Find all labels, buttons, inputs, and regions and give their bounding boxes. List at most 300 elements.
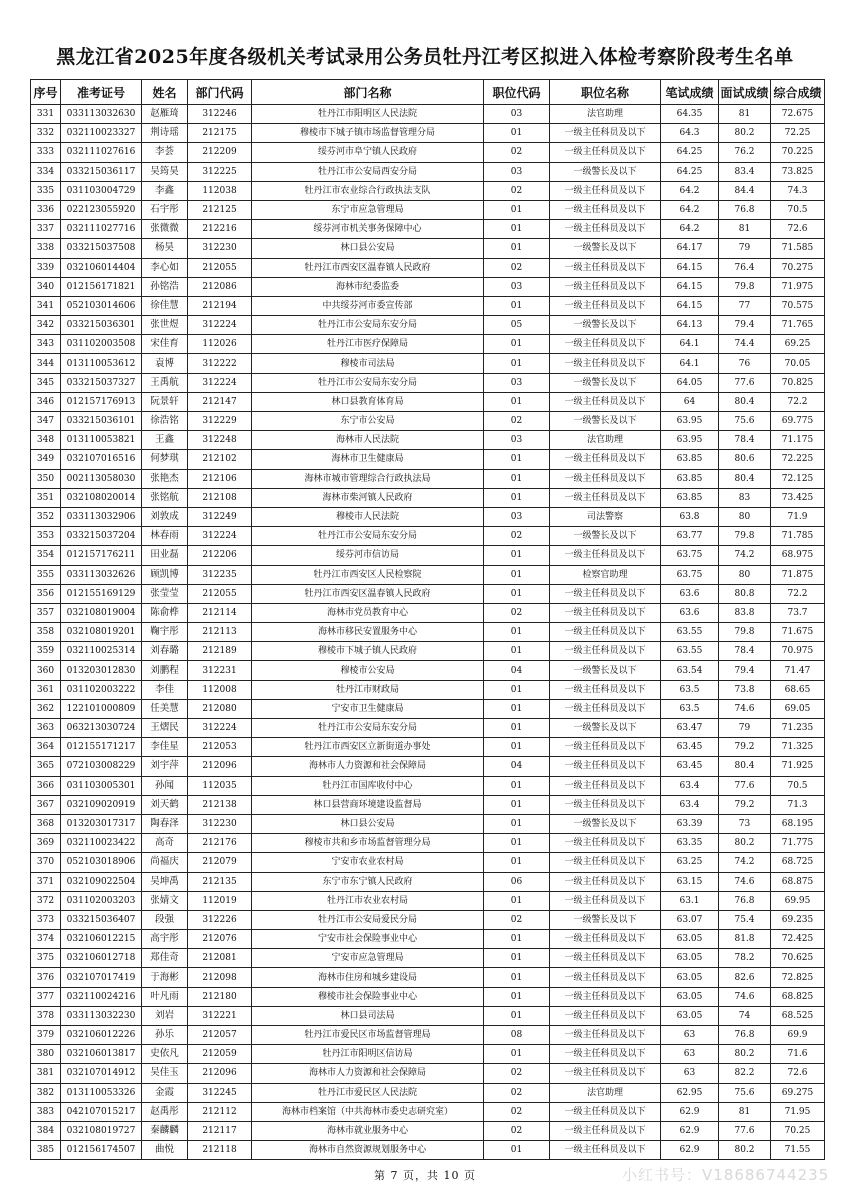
table-row bbox=[31, 834, 825, 853]
exam-id-cell: 012155169129 bbox=[61, 584, 142, 603]
interview-score-cell: 81 bbox=[719, 105, 771, 124]
total-score-cell: 69.95 bbox=[771, 891, 825, 910]
written-score-cell: 62.9 bbox=[661, 1121, 719, 1140]
exam-id-cell: 013110053612 bbox=[61, 354, 142, 373]
total-score-cell: 73.825 bbox=[771, 162, 825, 181]
index-cell: 344 bbox=[31, 354, 61, 373]
index-cell: 334 bbox=[31, 162, 61, 181]
header-col-written-score: 笔试成绩 bbox=[661, 80, 719, 105]
name-cell: 李荟 bbox=[142, 143, 188, 162]
interview-score-cell: 78.2 bbox=[719, 949, 771, 968]
position-code-cell: 01 bbox=[484, 354, 550, 373]
exam-id-cell: 033215037327 bbox=[61, 373, 142, 392]
table-row bbox=[31, 795, 825, 814]
interview-score-cell: 80.4 bbox=[719, 392, 771, 411]
name-cell: 高宇彤 bbox=[142, 930, 188, 949]
name-cell: 孙闻 bbox=[142, 776, 188, 795]
total-score-cell: 71.785 bbox=[771, 527, 825, 546]
exam-id-cell: 032106012226 bbox=[61, 1026, 142, 1045]
header-col-dept-code: 部门代码 bbox=[188, 80, 252, 105]
exam-id-cell: 031102003508 bbox=[61, 335, 142, 354]
position-code-cell: 01 bbox=[484, 968, 550, 987]
written-score-cell: 63.05 bbox=[661, 1006, 719, 1025]
interview-score-cell: 80 bbox=[719, 565, 771, 584]
table-row bbox=[31, 220, 825, 239]
name-cell: 段强 bbox=[142, 910, 188, 929]
total-score-cell: 68.875 bbox=[771, 872, 825, 891]
exam-id-cell: 063213030724 bbox=[61, 719, 142, 738]
position-code-cell: 03 bbox=[484, 373, 550, 392]
written-score-cell: 63 bbox=[661, 1045, 719, 1064]
written-score-cell: 63.85 bbox=[661, 450, 719, 469]
table-row bbox=[31, 105, 825, 124]
interview-score-cell: 80.2 bbox=[719, 834, 771, 853]
position-code-cell: 01 bbox=[484, 335, 550, 354]
written-score-cell: 63.8 bbox=[661, 507, 719, 526]
interview-score-cell: 80.4 bbox=[719, 469, 771, 488]
total-score-cell: 69.775 bbox=[771, 412, 825, 431]
position-code-cell: 02 bbox=[484, 258, 550, 277]
dept-code-cell: 212189 bbox=[188, 642, 252, 661]
position-name-cell: 一级主任科员及以下 bbox=[550, 124, 661, 143]
position-code-cell: 08 bbox=[484, 1026, 550, 1045]
dept-code-cell: 112008 bbox=[188, 680, 252, 699]
exam-id-cell: 032110023422 bbox=[61, 834, 142, 853]
table-row bbox=[31, 910, 825, 929]
index-cell: 343 bbox=[31, 335, 61, 354]
exam-id-cell: 002113058030 bbox=[61, 469, 142, 488]
dept-name-cell: 海林市卫生健康局 bbox=[252, 450, 484, 469]
dept-code-cell: 312230 bbox=[188, 814, 252, 833]
exam-id-cell: 013110053821 bbox=[61, 431, 142, 450]
exam-id-cell: 032106012718 bbox=[61, 949, 142, 968]
total-score-cell: 72.225 bbox=[771, 450, 825, 469]
table-row bbox=[31, 776, 825, 795]
position-code-cell: 01 bbox=[484, 738, 550, 757]
position-name-cell: 一级主任科员及以下 bbox=[550, 968, 661, 987]
dept-name-cell: 穆棱市社会保险事业中心 bbox=[252, 987, 484, 1006]
table-row bbox=[31, 316, 825, 335]
interview-score-cell: 78.4 bbox=[719, 642, 771, 661]
exam-id-cell: 032109022504 bbox=[61, 872, 142, 891]
table-row bbox=[31, 814, 825, 833]
dept-code-cell: 212096 bbox=[188, 757, 252, 776]
name-cell: 刘春璐 bbox=[142, 642, 188, 661]
interview-score-cell: 83.4 bbox=[719, 162, 771, 181]
interview-score-cell: 79 bbox=[719, 719, 771, 738]
dept-code-cell: 212055 bbox=[188, 584, 252, 603]
position-name-cell: 法官助理 bbox=[550, 105, 661, 124]
name-cell: 金霞 bbox=[142, 1083, 188, 1102]
dept-name-cell: 海林市人民法院 bbox=[252, 431, 484, 450]
dept-code-cell: 312246 bbox=[188, 105, 252, 124]
position-name-cell: 法官助理 bbox=[550, 1083, 661, 1102]
position-name-cell: 一级主任科员及以下 bbox=[550, 872, 661, 891]
interview-score-cell: 74 bbox=[719, 1006, 771, 1025]
name-cell: 李鑫 bbox=[142, 181, 188, 200]
dept-name-cell: 牡丹江市公安局东安分局 bbox=[252, 373, 484, 392]
name-cell: 何梦琪 bbox=[142, 450, 188, 469]
position-code-cell: 01 bbox=[484, 930, 550, 949]
written-score-cell: 64.25 bbox=[661, 162, 719, 181]
dept-name-cell: 牡丹江市西安区立新街道办事处 bbox=[252, 738, 484, 757]
index-cell: 338 bbox=[31, 239, 61, 258]
name-cell: 杨昊 bbox=[142, 239, 188, 258]
table-row bbox=[31, 469, 825, 488]
exam-id-cell: 031103005301 bbox=[61, 776, 142, 795]
name-cell: 徐佳慧 bbox=[142, 296, 188, 315]
dept-name-cell: 海林市就业服务中心 bbox=[252, 1121, 484, 1140]
position-code-cell: 01 bbox=[484, 834, 550, 853]
table-row bbox=[31, 603, 825, 622]
total-score-cell: 68.725 bbox=[771, 853, 825, 872]
name-cell: 秦麟麟 bbox=[142, 1121, 188, 1140]
written-score-cell: 63.75 bbox=[661, 546, 719, 565]
index-cell: 372 bbox=[31, 891, 61, 910]
written-score-cell: 63.85 bbox=[661, 469, 719, 488]
interview-score-cell: 80.2 bbox=[719, 1141, 771, 1160]
dept-code-cell: 212096 bbox=[188, 1064, 252, 1083]
position-name-cell: 一级警长及以下 bbox=[550, 373, 661, 392]
table-row bbox=[31, 949, 825, 968]
interview-score-cell: 76 bbox=[719, 354, 771, 373]
table-row bbox=[31, 680, 825, 699]
name-cell: 刘鹏程 bbox=[142, 661, 188, 680]
position-name-cell: 一级主任科员及以下 bbox=[550, 220, 661, 239]
table-row bbox=[31, 757, 825, 776]
interview-score-cell: 82.2 bbox=[719, 1064, 771, 1083]
position-name-cell: 一级主任科员及以下 bbox=[550, 949, 661, 968]
table-row bbox=[31, 565, 825, 584]
written-score-cell: 63.05 bbox=[661, 930, 719, 949]
interview-score-cell: 81 bbox=[719, 220, 771, 239]
dept-name-cell: 海林市档案馆（中共海林市委史志研究室） bbox=[252, 1102, 484, 1121]
table-row bbox=[31, 527, 825, 546]
written-score-cell: 63.4 bbox=[661, 776, 719, 795]
table-row bbox=[31, 296, 825, 315]
dept-code-cell: 312231 bbox=[188, 661, 252, 680]
table-row bbox=[31, 335, 825, 354]
dept-name-cell: 宁安市应急管理局 bbox=[252, 949, 484, 968]
dept-name-cell: 牡丹江市财政局 bbox=[252, 680, 484, 699]
dept-name-cell: 绥芬河市信访局 bbox=[252, 546, 484, 565]
written-score-cell: 63.47 bbox=[661, 719, 719, 738]
total-score-cell: 72.6 bbox=[771, 220, 825, 239]
position-code-cell: 02 bbox=[484, 412, 550, 431]
position-name-cell: 一级警长及以下 bbox=[550, 162, 661, 181]
dept-code-cell: 212055 bbox=[188, 258, 252, 277]
index-cell: 358 bbox=[31, 623, 61, 642]
interview-score-cell: 79.4 bbox=[719, 661, 771, 680]
position-code-cell: 02 bbox=[484, 603, 550, 622]
exam-id-cell: 033215036101 bbox=[61, 412, 142, 431]
dept-code-cell: 312225 bbox=[188, 162, 252, 181]
exam-id-cell: 032106012215 bbox=[61, 930, 142, 949]
index-cell: 382 bbox=[31, 1083, 61, 1102]
total-score-cell: 70.625 bbox=[771, 949, 825, 968]
dept-code-cell: 212125 bbox=[188, 200, 252, 219]
table-row bbox=[31, 1102, 825, 1121]
table-header-row bbox=[31, 80, 825, 105]
header-col-index: 序号 bbox=[31, 80, 61, 105]
written-score-cell: 63.25 bbox=[661, 853, 719, 872]
position-code-cell: 01 bbox=[484, 392, 550, 411]
exam-id-cell: 032110025314 bbox=[61, 642, 142, 661]
dept-code-cell: 212180 bbox=[188, 987, 252, 1006]
position-code-cell: 01 bbox=[484, 891, 550, 910]
exam-id-cell: 012156171821 bbox=[61, 277, 142, 296]
position-code-cell: 01 bbox=[484, 1141, 550, 1160]
total-score-cell: 70.975 bbox=[771, 642, 825, 661]
written-score-cell: 64 bbox=[661, 392, 719, 411]
position-code-cell: 04 bbox=[484, 757, 550, 776]
name-cell: 孙铭浩 bbox=[142, 277, 188, 296]
dept-name-cell: 牡丹江市医疗保障局 bbox=[252, 335, 484, 354]
table-row bbox=[31, 488, 825, 507]
name-cell: 刘宇萍 bbox=[142, 757, 188, 776]
exam-id-cell: 031103004729 bbox=[61, 181, 142, 200]
exam-id-cell: 032111027616 bbox=[61, 143, 142, 162]
dept-name-cell: 牡丹江市国库收付中心 bbox=[252, 776, 484, 795]
total-score-cell: 71.585 bbox=[771, 239, 825, 258]
position-code-cell: 01 bbox=[484, 124, 550, 143]
table-row bbox=[31, 584, 825, 603]
total-score-cell: 71.175 bbox=[771, 431, 825, 450]
written-score-cell: 63.05 bbox=[661, 949, 719, 968]
position-code-cell: 06 bbox=[484, 872, 550, 891]
header-col-total-score: 综合成绩 bbox=[771, 80, 825, 105]
position-name-cell: 一级警长及以下 bbox=[550, 910, 661, 929]
index-cell: 378 bbox=[31, 1006, 61, 1025]
dept-name-cell: 东宁市应急管理局 bbox=[252, 200, 484, 219]
table-row bbox=[31, 623, 825, 642]
written-score-cell: 63.45 bbox=[661, 738, 719, 757]
name-cell: 宋佳育 bbox=[142, 335, 188, 354]
interview-score-cell: 80.6 bbox=[719, 450, 771, 469]
position-code-cell: 02 bbox=[484, 181, 550, 200]
position-code-cell: 01 bbox=[484, 565, 550, 584]
written-score-cell: 63.1 bbox=[661, 891, 719, 910]
dept-code-cell: 212079 bbox=[188, 853, 252, 872]
interview-score-cell: 80.8 bbox=[719, 584, 771, 603]
name-cell: 郑佳奇 bbox=[142, 949, 188, 968]
table-row bbox=[31, 853, 825, 872]
position-code-cell: 01 bbox=[484, 623, 550, 642]
total-score-cell: 72.825 bbox=[771, 968, 825, 987]
dept-name-cell: 牡丹江市公安局东安分局 bbox=[252, 316, 484, 335]
dept-code-cell: 212113 bbox=[188, 623, 252, 642]
interview-score-cell: 76.8 bbox=[719, 200, 771, 219]
index-cell: 355 bbox=[31, 565, 61, 584]
exam-id-cell: 012155171217 bbox=[61, 738, 142, 757]
position-name-cell: 一级主任科员及以下 bbox=[550, 776, 661, 795]
position-name-cell: 一级主任科员及以下 bbox=[550, 1006, 661, 1025]
interview-score-cell: 73 bbox=[719, 814, 771, 833]
position-name-cell: 一级主任科员及以下 bbox=[550, 603, 661, 622]
index-cell: 383 bbox=[31, 1102, 61, 1121]
position-name-cell: 一级主任科员及以下 bbox=[550, 354, 661, 373]
interview-score-cell: 79.4 bbox=[719, 316, 771, 335]
index-cell: 350 bbox=[31, 469, 61, 488]
written-score-cell: 62.9 bbox=[661, 1141, 719, 1160]
position-name-cell: 一级警长及以下 bbox=[550, 661, 661, 680]
name-cell: 鞠宇彤 bbox=[142, 623, 188, 642]
position-code-cell: 03 bbox=[484, 431, 550, 450]
name-cell: 李佳星 bbox=[142, 738, 188, 757]
page-footer: 第 7 页，共 10 页 bbox=[374, 1169, 476, 1182]
dept-code-cell: 312224 bbox=[188, 316, 252, 335]
total-score-cell: 71.55 bbox=[771, 1141, 825, 1160]
written-score-cell: 63 bbox=[661, 1064, 719, 1083]
position-name-cell: 法官助理 bbox=[550, 431, 661, 450]
index-cell: 336 bbox=[31, 200, 61, 219]
name-cell: 阮景轩 bbox=[142, 392, 188, 411]
total-score-cell: 69.275 bbox=[771, 1083, 825, 1102]
total-score-cell: 72.125 bbox=[771, 469, 825, 488]
index-cell: 361 bbox=[31, 680, 61, 699]
interview-score-cell: 75.6 bbox=[719, 1083, 771, 1102]
written-score-cell: 63.95 bbox=[661, 412, 719, 431]
exam-id-cell: 013203012830 bbox=[61, 661, 142, 680]
index-cell: 333 bbox=[31, 143, 61, 162]
dept-name-cell: 林口县公安局 bbox=[252, 814, 484, 833]
dept-name-cell: 海林市人力资源和社会保障局 bbox=[252, 1064, 484, 1083]
position-name-cell: 一级主任科员及以下 bbox=[550, 699, 661, 718]
dept-code-cell: 212108 bbox=[188, 488, 252, 507]
table-row bbox=[31, 200, 825, 219]
position-name-cell: 一级主任科员及以下 bbox=[550, 623, 661, 642]
position-code-cell: 01 bbox=[484, 296, 550, 315]
interview-score-cell: 79.8 bbox=[719, 527, 771, 546]
dept-code-cell: 212135 bbox=[188, 872, 252, 891]
position-name-cell: 一级主任科员及以下 bbox=[550, 200, 661, 219]
written-score-cell: 63.07 bbox=[661, 910, 719, 929]
table-row bbox=[31, 450, 825, 469]
interview-score-cell: 83.8 bbox=[719, 603, 771, 622]
name-cell: 吴坤禹 bbox=[142, 872, 188, 891]
written-score-cell: 64.2 bbox=[661, 220, 719, 239]
name-cell: 张世煜 bbox=[142, 316, 188, 335]
exam-id-cell: 032106013817 bbox=[61, 1045, 142, 1064]
table-row bbox=[31, 642, 825, 661]
table-row bbox=[31, 1045, 825, 1064]
written-score-cell: 64.2 bbox=[661, 200, 719, 219]
dept-code-cell: 212118 bbox=[188, 1141, 252, 1160]
name-cell: 李佳 bbox=[142, 680, 188, 699]
name-cell: 李心如 bbox=[142, 258, 188, 277]
index-cell: 371 bbox=[31, 872, 61, 891]
header-col-dept-name: 部门名称 bbox=[252, 80, 484, 105]
dept-name-cell: 海林市党员教育中心 bbox=[252, 603, 484, 622]
interview-score-cell: 79.8 bbox=[719, 277, 771, 296]
position-name-cell: 一级警长及以下 bbox=[550, 719, 661, 738]
written-score-cell: 64.05 bbox=[661, 373, 719, 392]
position-code-cell: 01 bbox=[484, 719, 550, 738]
dept-name-cell: 海林市自然资源规划服务中心 bbox=[252, 1141, 484, 1160]
dept-code-cell: 112026 bbox=[188, 335, 252, 354]
interview-score-cell: 78.4 bbox=[719, 431, 771, 450]
dept-name-cell: 牡丹江市爱民区人民法院 bbox=[252, 1083, 484, 1102]
position-code-cell: 01 bbox=[484, 795, 550, 814]
index-cell: 340 bbox=[31, 277, 61, 296]
name-cell: 石宇彤 bbox=[142, 200, 188, 219]
interview-score-cell: 79.2 bbox=[719, 738, 771, 757]
interview-score-cell: 77.6 bbox=[719, 776, 771, 795]
name-cell: 孙乐 bbox=[142, 1026, 188, 1045]
index-cell: 341 bbox=[31, 296, 61, 315]
index-cell: 348 bbox=[31, 431, 61, 450]
interview-score-cell: 75.6 bbox=[719, 412, 771, 431]
index-cell: 339 bbox=[31, 258, 61, 277]
dept-code-cell: 212076 bbox=[188, 930, 252, 949]
dept-name-cell: 牡丹江市爱民区市场监督管理局 bbox=[252, 1026, 484, 1045]
total-score-cell: 70.275 bbox=[771, 258, 825, 277]
total-score-cell: 71.765 bbox=[771, 316, 825, 335]
exam-id-cell: 032109020919 bbox=[61, 795, 142, 814]
table-row bbox=[31, 239, 825, 258]
dept-code-cell: 212053 bbox=[188, 738, 252, 757]
dept-name-cell: 穆棱市共和乡市场监督管理分局 bbox=[252, 834, 484, 853]
position-code-cell: 01 bbox=[484, 949, 550, 968]
name-cell: 荆诗瑶 bbox=[142, 124, 188, 143]
table-row bbox=[31, 546, 825, 565]
position-name-cell: 一级主任科员及以下 bbox=[550, 642, 661, 661]
index-cell: 381 bbox=[31, 1064, 61, 1083]
index-cell: 342 bbox=[31, 316, 61, 335]
dept-name-cell: 牡丹江市公安局西安分局 bbox=[252, 162, 484, 181]
dept-name-cell: 林口县司法局 bbox=[252, 1006, 484, 1025]
total-score-cell: 71.875 bbox=[771, 565, 825, 584]
dept-code-cell: 312224 bbox=[188, 527, 252, 546]
exam-id-cell: 013203017317 bbox=[61, 814, 142, 833]
position-code-cell: 03 bbox=[484, 105, 550, 124]
exam-id-cell: 052103018906 bbox=[61, 853, 142, 872]
name-cell: 张婧文 bbox=[142, 891, 188, 910]
interview-score-cell: 74.2 bbox=[719, 853, 771, 872]
position-code-cell: 01 bbox=[484, 776, 550, 795]
exam-id-cell: 033215036407 bbox=[61, 910, 142, 929]
interview-score-cell: 74.4 bbox=[719, 335, 771, 354]
exam-id-cell: 013110053326 bbox=[61, 1083, 142, 1102]
written-score-cell: 64.25 bbox=[661, 143, 719, 162]
exam-id-cell: 012157176211 bbox=[61, 546, 142, 565]
position-name-cell: 一级主任科员及以下 bbox=[550, 1045, 661, 1064]
index-cell: 365 bbox=[31, 757, 61, 776]
index-cell: 362 bbox=[31, 699, 61, 718]
position-name-cell: 一级主任科员及以下 bbox=[550, 987, 661, 1006]
dept-code-cell: 212194 bbox=[188, 296, 252, 315]
position-name-cell: 一级主任科员及以下 bbox=[550, 488, 661, 507]
total-score-cell: 70.5 bbox=[771, 200, 825, 219]
written-score-cell: 63.54 bbox=[661, 661, 719, 680]
exam-id-cell: 032111027716 bbox=[61, 220, 142, 239]
total-score-cell: 68.195 bbox=[771, 814, 825, 833]
exam-id-cell: 032108019727 bbox=[61, 1121, 142, 1140]
dept-code-cell: 112019 bbox=[188, 891, 252, 910]
dept-code-cell: 112038 bbox=[188, 181, 252, 200]
dept-name-cell: 海林市移民安置服务中心 bbox=[252, 623, 484, 642]
dept-code-cell: 212106 bbox=[188, 469, 252, 488]
index-cell: 337 bbox=[31, 220, 61, 239]
table-row bbox=[31, 1006, 825, 1025]
table-row bbox=[31, 1141, 825, 1160]
name-cell: 张艳杰 bbox=[142, 469, 188, 488]
written-score-cell: 64.3 bbox=[661, 124, 719, 143]
written-score-cell: 63.4 bbox=[661, 795, 719, 814]
dept-code-cell: 212147 bbox=[188, 392, 252, 411]
position-code-cell: 01 bbox=[484, 450, 550, 469]
total-score-cell: 70.5 bbox=[771, 776, 825, 795]
